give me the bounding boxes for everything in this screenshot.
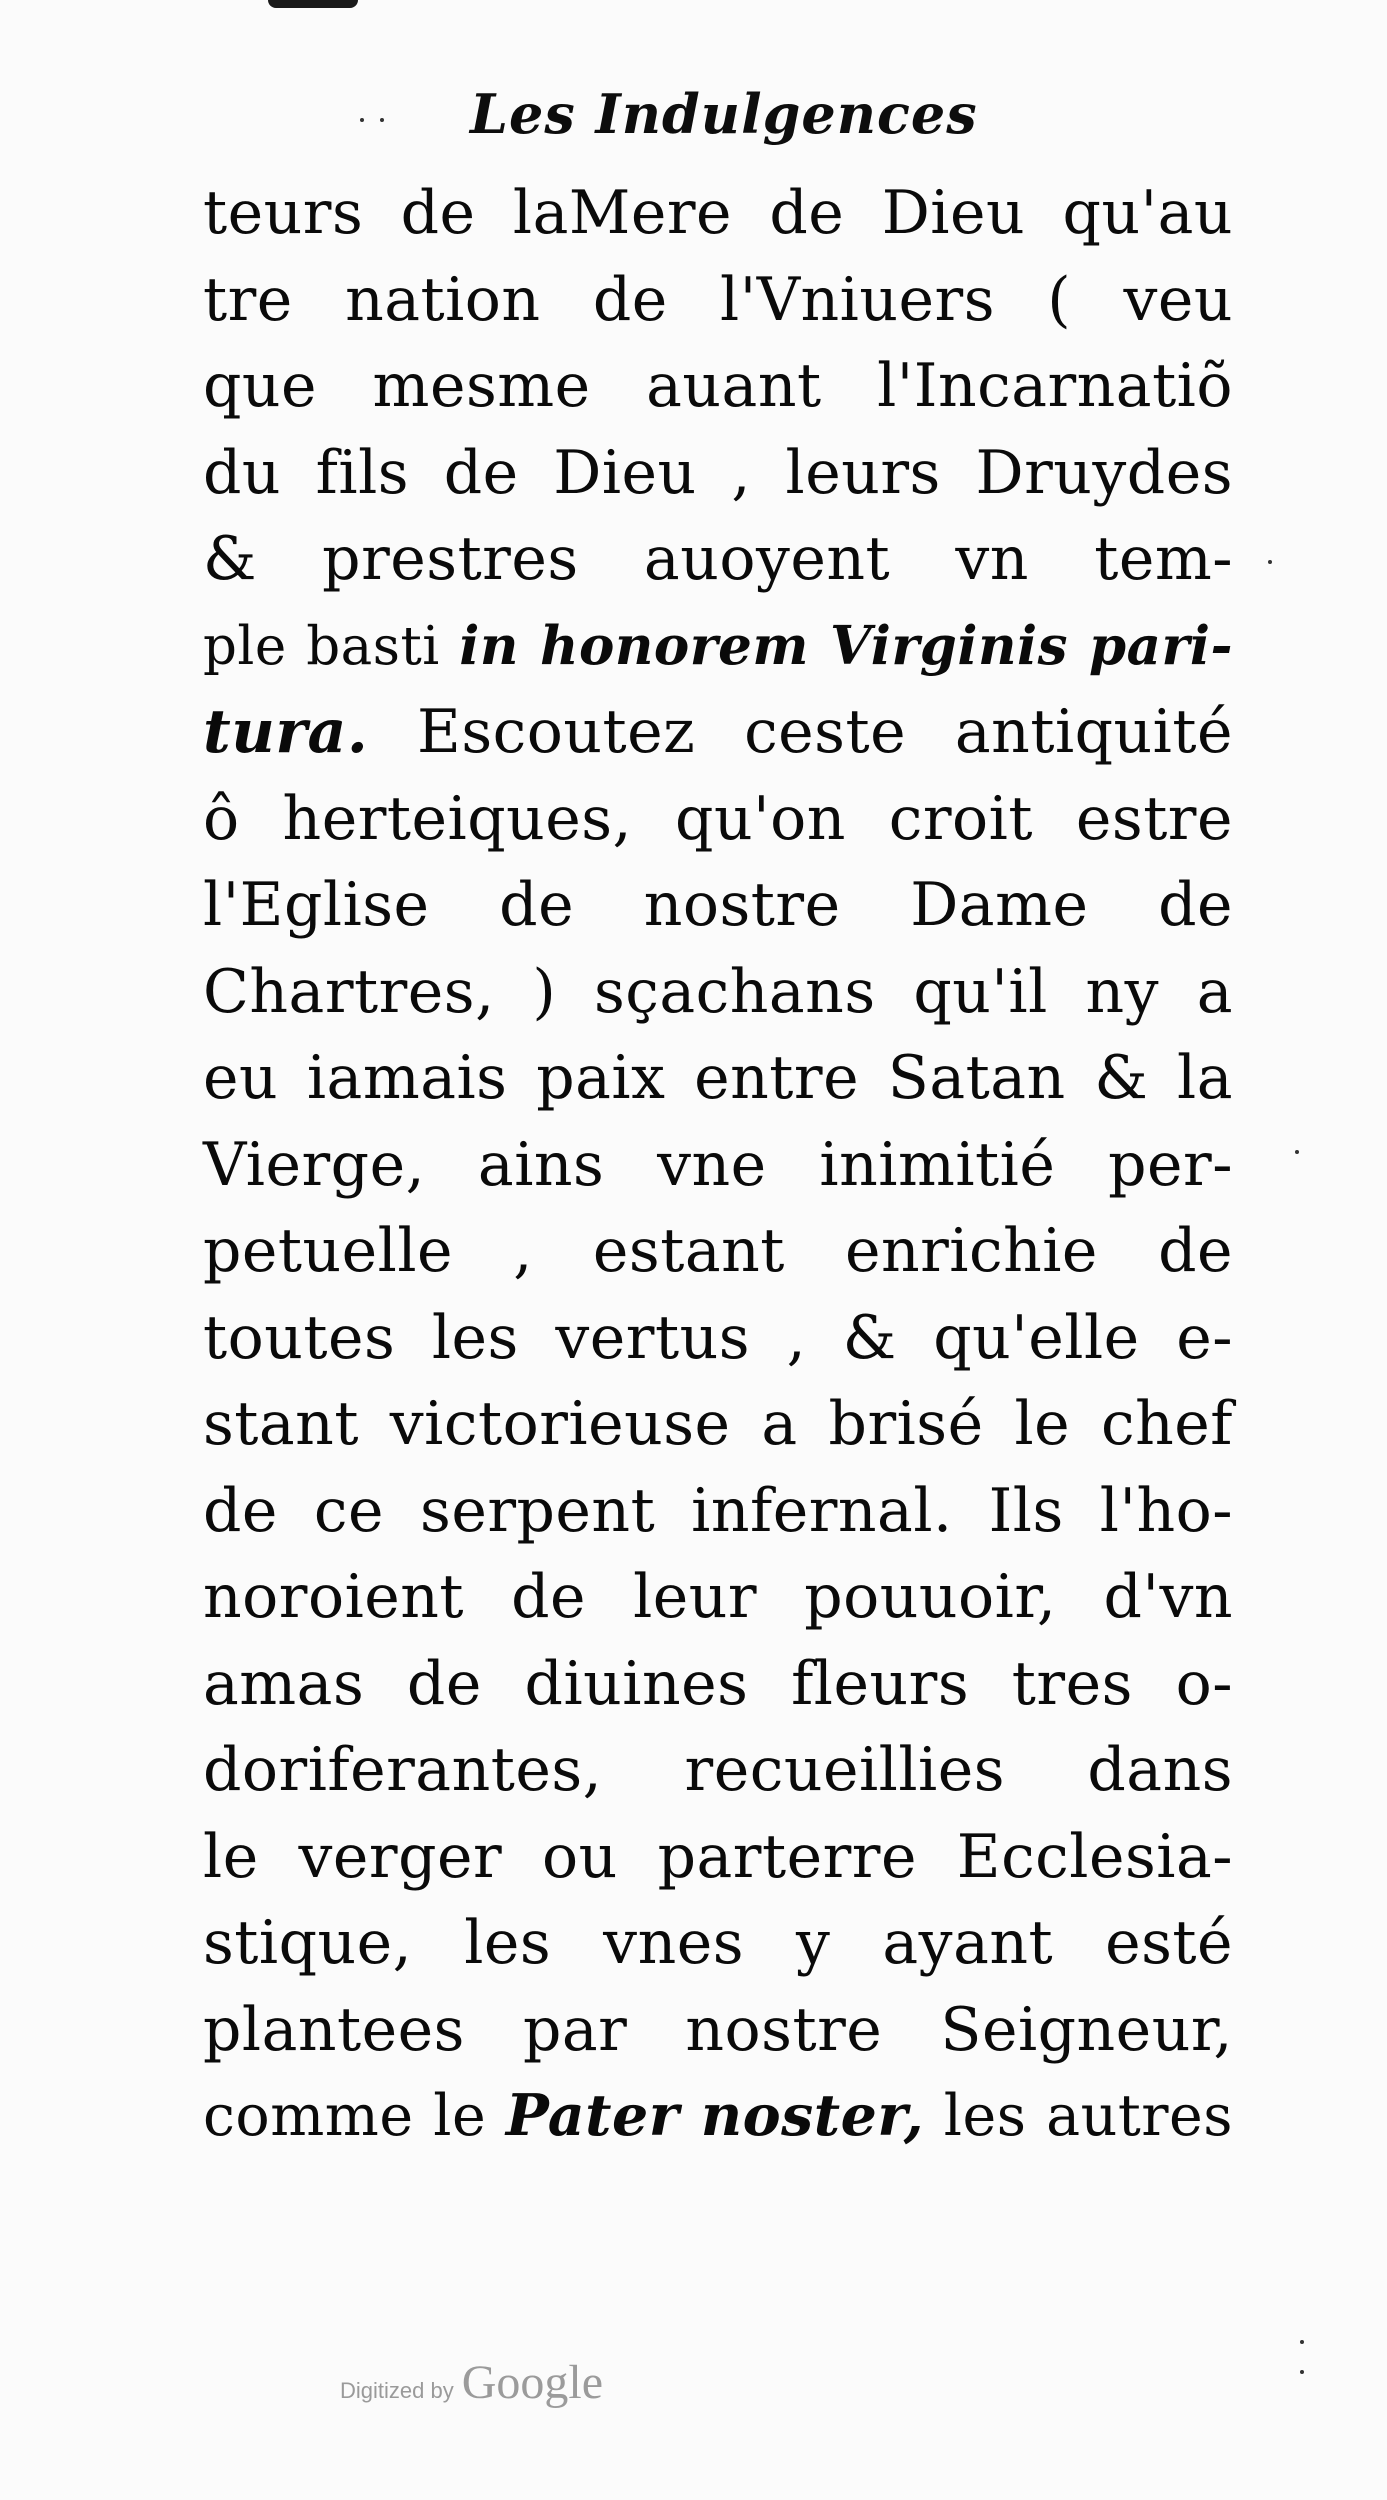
line-italic-text: tura.	[203, 697, 369, 767]
line-text: que mesme auant l'Incarnatiõ	[203, 351, 1233, 421]
text-line	[203, 603, 1233, 690]
line-text-after: les autres	[924, 2083, 1233, 2149]
line-text: noroient de leur pouuoir, d'vn	[203, 1562, 1233, 1632]
text-line	[203, 170, 1233, 257]
line-text: du fils de Dieu , leurs Druydes	[203, 437, 1233, 508]
body-text	[203, 170, 1233, 2160]
line-text: doriferantes, recueillies dans	[203, 1735, 1233, 1805]
text-line	[203, 343, 1233, 430]
text-line	[203, 689, 1233, 776]
ink-speck	[1295, 1150, 1299, 1154]
text-line	[203, 1727, 1233, 1814]
text-line	[203, 776, 1233, 863]
text-line	[203, 1900, 1233, 1987]
line-text: tre nation de l'Vniuers ( veu	[203, 264, 1233, 335]
text-line	[203, 1987, 1233, 2074]
text-line	[203, 949, 1233, 1036]
text-line	[203, 862, 1233, 949]
line-text: eu iamais paix entre Satan & la	[203, 1043, 1233, 1113]
line-text: Vierge, ains vne inimitié per-	[203, 1129, 1233, 1200]
text-line	[203, 1035, 1233, 1122]
text-line	[203, 1381, 1233, 1468]
text-line	[203, 1295, 1233, 1382]
line-text: stique, les vnes y ayant esté	[203, 1908, 1233, 1978]
line-text: comme le	[203, 2083, 506, 2149]
google-logo: Google	[461, 2356, 604, 2409]
line-text: de ce serpent infernal. Ils l'ho-	[203, 1475, 1233, 1546]
line-text: plantees par nostre Seigneur,	[203, 1994, 1233, 2065]
text-line	[203, 257, 1233, 344]
line-text: amas de diuines fleurs tres o-	[203, 1648, 1233, 1719]
text-line	[203, 516, 1233, 603]
line-italic-text: in honorem Virginis pari-	[459, 614, 1233, 677]
text-line	[203, 1814, 1233, 1901]
text-line	[203, 1641, 1233, 1728]
ink-speck	[1300, 2370, 1304, 2374]
line-text: Chartres, ) sçachans qu'il ny a	[203, 956, 1233, 1027]
line-text: toutes les vertus , & qu'elle e-	[203, 1302, 1233, 1373]
line-text: & prestres auoyent vn tem-	[203, 524, 1233, 594]
line-text: le verger ou parterre Ecclesia-	[203, 1821, 1233, 1892]
line-text: petuelle , estant enrichie de	[203, 1216, 1233, 1286]
text-line	[203, 1122, 1233, 1209]
running-head: Les Indulgences	[470, 82, 978, 146]
page-edge-mark	[268, 0, 358, 8]
watermark-prefix: Digitized by	[340, 2378, 454, 2403]
digitized-watermark	[340, 2355, 603, 2425]
text-line	[203, 1208, 1233, 1295]
text-line	[203, 1468, 1233, 1555]
text-line	[203, 1554, 1233, 1641]
ink-speck	[1300, 2340, 1304, 2344]
line-italic-text: Pater noster,	[505, 2082, 925, 2149]
ink-speck	[380, 118, 384, 122]
line-text: stant victorieuse a brisé le chef	[203, 1389, 1233, 1459]
ink-speck	[1268, 560, 1272, 564]
line-text-after: Escoutez ceste antiquité	[368, 697, 1233, 767]
line-text: ô herteiques, qu'on croit estre	[203, 783, 1233, 854]
text-line	[203, 430, 1233, 517]
text-line	[203, 2073, 1233, 2160]
ink-speck	[360, 118, 364, 122]
line-text: l'Eglise de nostre Dame de	[203, 870, 1233, 940]
line-text: teurs de laMere de Dieu qu'au	[203, 178, 1233, 248]
line-text: ple basti	[203, 615, 460, 677]
